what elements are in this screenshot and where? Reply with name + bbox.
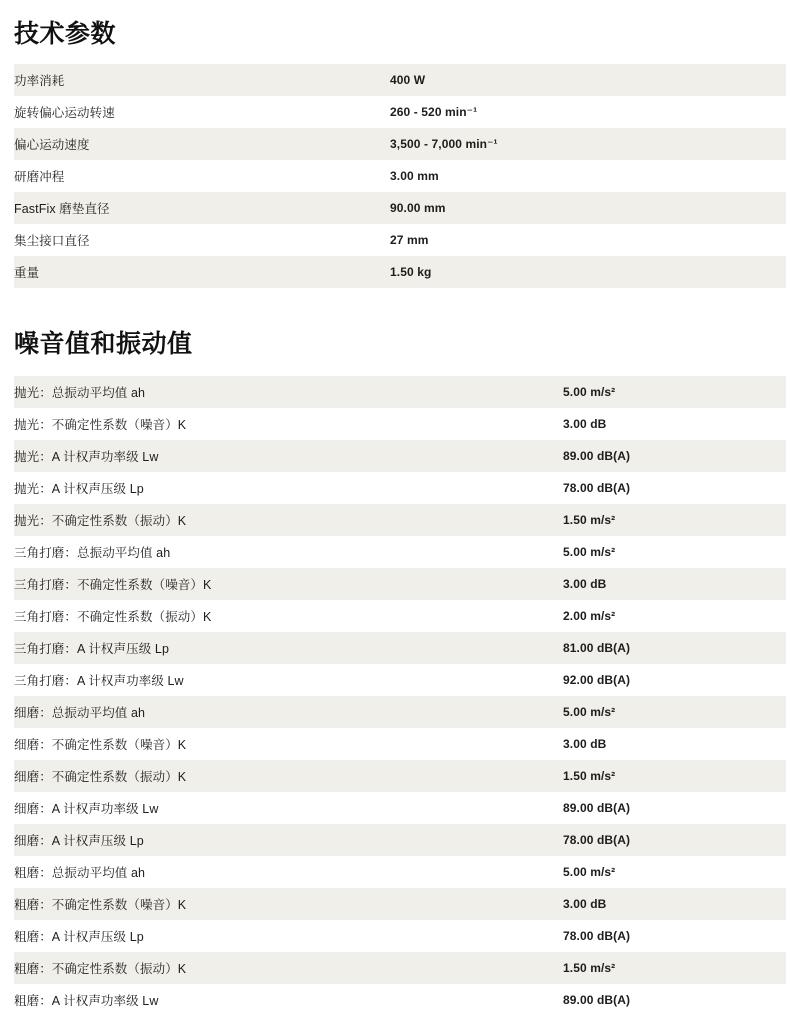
spec-label: 粗磨：总振动平均值 ah (14, 866, 146, 880)
spec-value: 89.00 dB(A) (563, 801, 631, 815)
section-title-noise-vibration: 噪音值和振动值 (14, 330, 193, 358)
table-row (14, 568, 786, 600)
spec-value: 3.00 mm (390, 169, 439, 183)
table-row (14, 984, 786, 1016)
spec-label: 细磨：不确定性系数（噪音）K (14, 738, 187, 752)
spec-value: 89.00 dB(A) (563, 993, 631, 1007)
spec-value: 81.00 dB(A) (563, 641, 631, 655)
spec-value: 78.00 dB(A) (563, 833, 631, 847)
table-row (14, 504, 786, 536)
noise-vibration-section (14, 288, 786, 1016)
table-row (14, 824, 786, 856)
spec-value: 3.00 dB (563, 737, 607, 751)
spec-value: 1.50 m/s² (563, 769, 616, 783)
spec-value: 1.50 m/s² (563, 961, 616, 975)
spec-label: 粗磨：不确定性系数（噪音）K (14, 898, 187, 912)
spec-label: 细磨：A 计权声压级 Lp (14, 834, 144, 848)
spec-label: 集尘接口直径 (14, 234, 90, 248)
spec-label: 重量 (14, 266, 40, 280)
spec-value: 5.00 m/s² (563, 865, 616, 879)
table-row (14, 888, 786, 920)
spec-value: 1.50 m/s² (563, 513, 616, 527)
spec-label: 研磨冲程 (14, 170, 65, 184)
spec-label: 细磨：总振动平均值 ah (14, 706, 146, 720)
spec-label: 粗磨：A 计权声压级 Lp (14, 930, 144, 944)
table-row (14, 760, 786, 792)
spec-value: 2.00 m/s² (563, 609, 616, 623)
spec-value: 1.50 kg (390, 265, 432, 279)
spec-value: 78.00 dB(A) (563, 929, 631, 943)
spec-value: 92.00 dB(A) (563, 673, 631, 687)
spec-value: 5.00 m/s² (563, 705, 616, 719)
spec-label: FastFix 磨垫直径 (14, 202, 110, 216)
spec-value: 5.00 m/s² (563, 545, 616, 559)
spec-label: 三角打磨：总振动平均值 ah (14, 546, 171, 560)
table-row (14, 536, 786, 568)
spec-label: 粗磨：不确定性系数（振动）K (14, 962, 187, 976)
table-row (14, 664, 786, 696)
table-row (14, 632, 786, 664)
page-title: 技术参数 (14, 20, 117, 48)
spec-value: 5.00 m/s² (563, 385, 616, 399)
table-row (14, 256, 786, 288)
spec-value: 3.00 dB (563, 897, 607, 911)
table-row (14, 64, 786, 96)
spec-label: 抛光：A 计权声压级 Lp (14, 482, 144, 496)
spec-label: 粗磨：A 计权声功率级 Lw (14, 994, 159, 1008)
table-row (14, 728, 786, 760)
spec-label: 旋转偏心运动转速 (14, 106, 115, 120)
table-row (14, 160, 786, 192)
technical-parameters-body (14, 64, 786, 288)
table-row (14, 600, 786, 632)
table-row (14, 792, 786, 824)
spec-label: 三角打磨：不确定性系数（噪音）K (14, 578, 212, 592)
table-row (14, 408, 786, 440)
spec-label: 抛光：不确定性系数（噪音）K (14, 418, 187, 432)
spec-value: 260 - 520 min⁻¹ (390, 105, 478, 119)
spec-label: 三角打磨：A 计权声压级 Lp (14, 642, 169, 656)
spec-label: 三角打磨：A 计权声功率级 Lw (14, 674, 184, 688)
spec-label: 功率消耗 (14, 74, 65, 88)
spec-label: 抛光：A 计权声功率级 Lw (14, 450, 159, 464)
table-row (14, 440, 786, 472)
spec-value: 3,500 - 7,000 min⁻¹ (390, 137, 498, 151)
spec-label: 抛光：总振动平均值 ah (14, 386, 146, 400)
table-row (14, 376, 786, 408)
technical-parameters-table (14, 64, 786, 288)
spec-label: 细磨：A 计权声功率级 Lw (14, 802, 159, 816)
spec-value: 89.00 dB(A) (563, 449, 631, 463)
table-row (14, 472, 786, 504)
table-row (14, 224, 786, 256)
spec-label: 偏心运动速度 (14, 138, 90, 152)
table-row (14, 96, 786, 128)
table-row (14, 920, 786, 952)
spec-value: 90.00 mm (390, 201, 446, 215)
spec-label: 三角打磨：不确定性系数（振动）K (14, 610, 212, 624)
noise-vibration-table (14, 376, 786, 1016)
table-row (14, 192, 786, 224)
spec-value: 78.00 dB(A) (563, 481, 631, 495)
spec-value: 27 mm (390, 233, 429, 247)
technical-parameters-section (14, 0, 786, 288)
noise-vibration-body (14, 376, 786, 1016)
table-row (14, 952, 786, 984)
table-row (14, 856, 786, 888)
spec-label: 抛光：不确定性系数（振动）K (14, 514, 187, 528)
spec-value: 3.00 dB (563, 577, 607, 591)
table-row (14, 128, 786, 160)
table-row (14, 696, 786, 728)
spec-value: 400 W (390, 73, 426, 87)
spec-value: 3.00 dB (563, 417, 607, 431)
spec-label: 细磨：不确定性系数（振动）K (14, 770, 187, 784)
